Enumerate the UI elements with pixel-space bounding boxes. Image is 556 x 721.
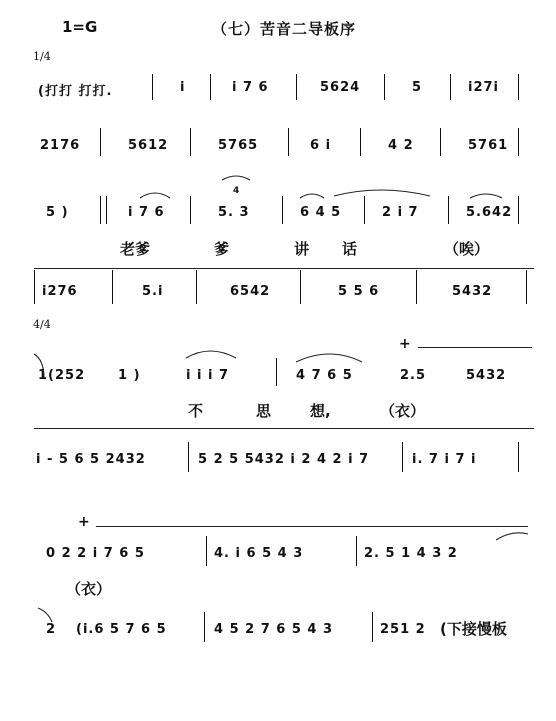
measure: 5.i — [142, 284, 164, 299]
accent-mark: + — [399, 336, 411, 352]
measure: 5432 — [466, 368, 507, 383]
lyric: （衣） — [66, 580, 112, 598]
measure: 5 ) — [46, 205, 69, 220]
measure: (i.6 5 7 6 5 — [76, 622, 167, 637]
measure: 2.5 — [400, 368, 427, 383]
lyric: 老爹 — [120, 240, 151, 258]
measure: 1 ) — [118, 368, 141, 383]
measure: 2 i 7 — [382, 205, 419, 220]
measure: (打打 打打. — [38, 84, 113, 99]
measure: 1(252 — [38, 368, 86, 383]
measure: 251 2 — [380, 622, 426, 637]
lyric: 爹 — [214, 240, 230, 258]
measure: 6 4 5 — [300, 205, 342, 220]
lyric: 话 — [342, 240, 358, 258]
measure: 2176 — [40, 138, 81, 153]
measure: 5 2 5 5432 i 2 4 2 i 7 — [198, 452, 370, 467]
lyric: 讲 — [294, 240, 310, 258]
measure: i — [180, 80, 186, 95]
continuation-note: (下接慢板 — [440, 620, 507, 638]
measure: 5765 — [218, 138, 259, 153]
measure: i 7 6 — [128, 205, 165, 220]
lyric: 不 — [188, 402, 204, 420]
measure: 5 — [412, 80, 423, 95]
lyric: 想, — [310, 402, 331, 420]
measure: 2 — [46, 622, 57, 637]
measure: 4 7 6 5 — [296, 368, 353, 383]
measure: 5612 — [128, 138, 169, 153]
lyric: （唉） — [444, 240, 490, 258]
measure: i. 7 i 7 i — [412, 452, 477, 467]
score-title: （七）苦音二导板序 — [212, 20, 357, 38]
measure: 5.642 — [466, 205, 513, 220]
measure: 6 i — [310, 138, 332, 153]
measure: 5432 — [452, 284, 493, 299]
measure: i27i — [468, 80, 500, 95]
time-signature-1-4: 1/4 — [33, 50, 51, 63]
time-signature-4-4: 4/4 — [33, 318, 51, 331]
measure: 5. 3 — [218, 205, 250, 220]
measure: 4 5 2 7 6 5 4 3 — [214, 622, 334, 637]
measure: i - 5 6 5 2432 — [36, 452, 146, 467]
measure: i 7 6 — [232, 80, 269, 95]
measure: 5761 — [468, 138, 509, 153]
lyric: （衣） — [380, 402, 426, 420]
measure: i i i 7 — [186, 368, 229, 383]
key-signature: 1=G — [62, 18, 98, 36]
measure: 6542 — [230, 284, 271, 299]
measure: i276 — [42, 284, 78, 299]
measure: 4. i 6 5 4 3 — [214, 546, 304, 561]
measure: 0 2 2 i 7 6 5 — [46, 546, 145, 561]
measure: 5624 — [320, 80, 361, 95]
grace-note: 4 — [233, 186, 240, 196]
measure: 2. 5 1 4 3 2 — [364, 546, 458, 561]
measure: 4 2 — [388, 138, 414, 153]
lyric: 思 — [256, 402, 272, 420]
accent-mark: + — [78, 514, 90, 530]
measure: 5 5 6 — [338, 284, 380, 299]
